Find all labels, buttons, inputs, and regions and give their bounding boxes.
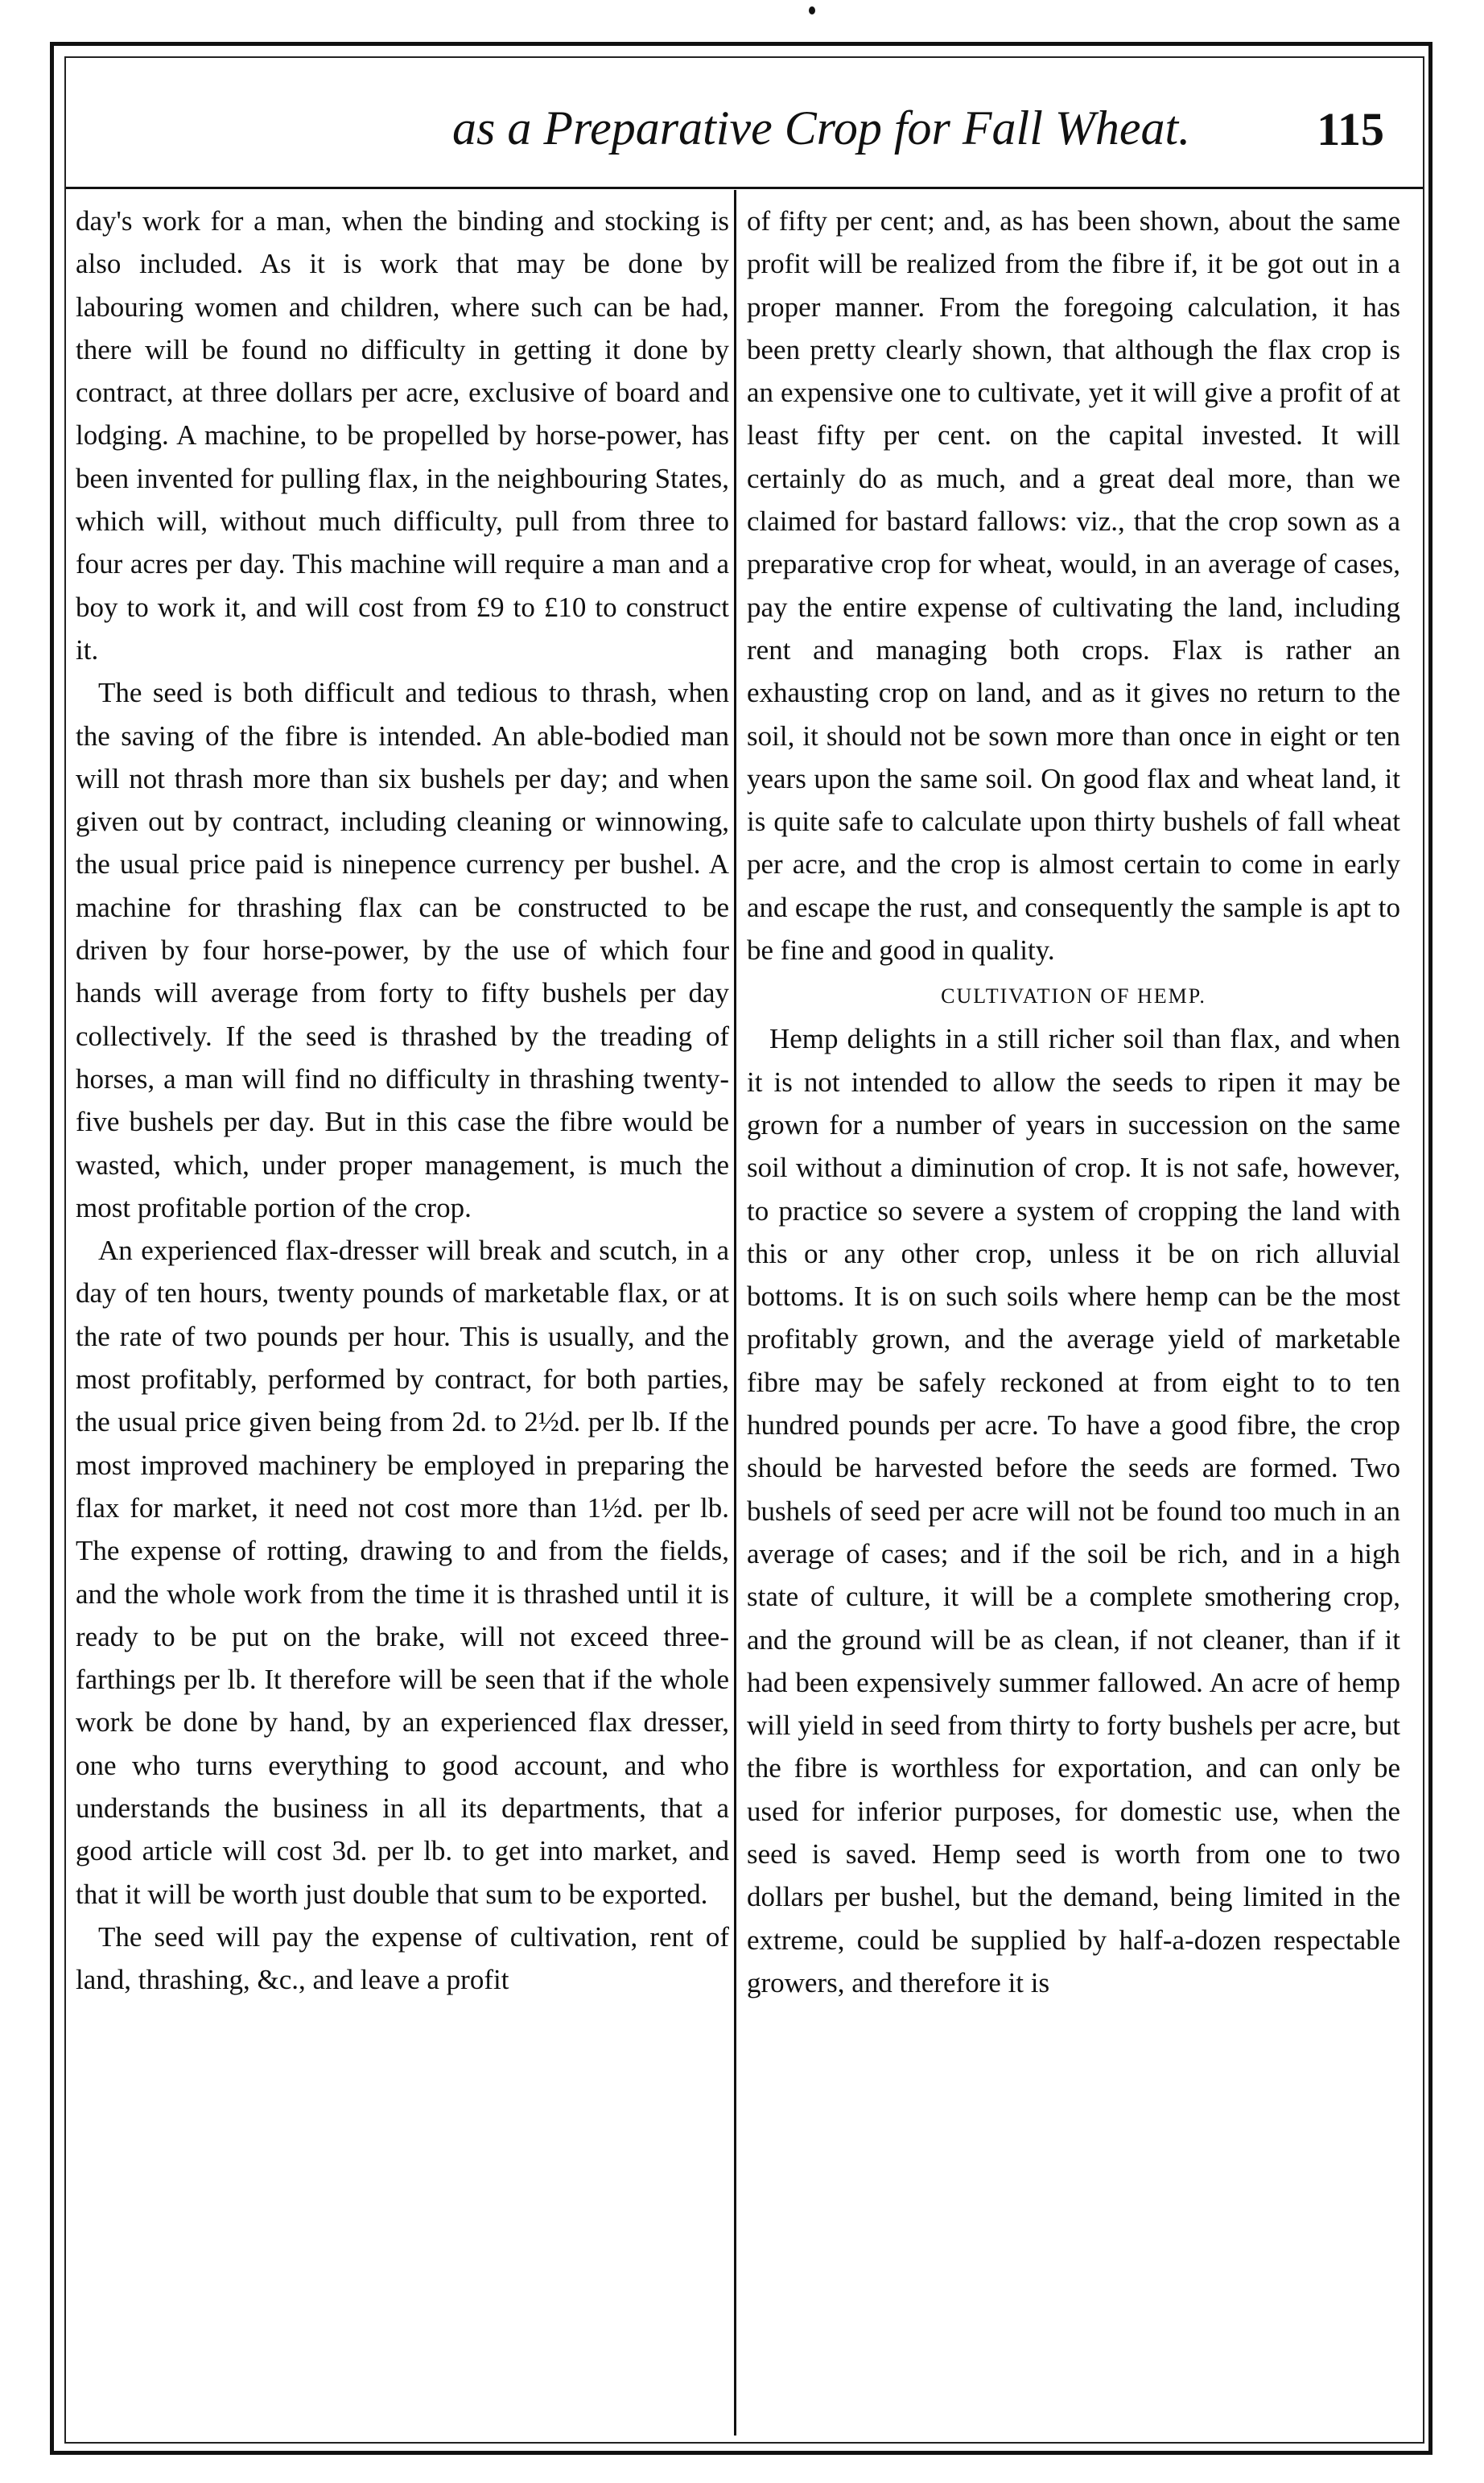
paragraph: The seed will pay the expense of cultivation, rent of land, thrashing, &c., and leave a profit <box>76 1920 729 1996</box>
top-ink-mark <box>809 6 815 14</box>
page-header <box>66 85 1423 181</box>
paragraph: Hemp delights in a still richer soil than flax, and when it is not intended to allow the seeds to ripen it may be grown for a number of years in succession on the same soil without a diminution of crop. It is not safe, however, to practice so severe a system of cropping the land with this or any other crop, unless it be on rich alluvial bottoms. It is on such soils where hemp can be the most profitably grown, and the average yield of marketable fibre may be safely reckoned at from eight to to ten hundred pounds per acre. To have a good fibre, the crop should be harvested before the seeds are formed. Two bushels of seed per acre will not be found too much in an average of cases; and if the soil be rich, and in a high state of culture, it will be a complete smothering crop, and the ground will be as clean, if not cleaner, than if it had been expensively summer fallowed. An acre of hemp will yield in seed from thirty to forty bushels per acre, but the fibre is worthless for exportation, and can only be used for inferior purposes, for domestic use, when the seed is saved. Hemp seed is worth from one to two dollars per bushel, but the demand, being limited in the extreme, could be supplied by half-a-dozen respectable growers, and therefore it is <box>747 1023 1400 1998</box>
running-title: as a Preparative Crop for Fall Wheat. <box>452 101 1191 155</box>
paragraph: of fifty per cent; and, as has been shown, about the same profit will be realized from the fibre if, it be got out in a proper manner. From the foregoing calculation, it has been pretty clearly shown, that although the flax crop is an expensive one to cultivate, yet it will give a profit of at least fifty per cent. on the capital invested. It will certainly do as much, and a great deal more, than we claimed for bastard fallows: viz., that the crop sown as a preparative crop for wheat, would, in an average of cases, pay the entire expense of cultivating the land, including rent and managing both crops. Flax is rather an exhausting crop on land, and as it gives no return to the soil, it should not be sown more than once in eight or ten years upon the same soil. On good flax and wheat land, it is quite safe to calculate upon thirty bushels of fall wheat per acre, and the crop is almost certain to come in early and escape the rust, and consequently the sample is apt to be fine and good in quality. <box>747 205 1400 967</box>
paragraph: day's work for a man, when the binding and stocking is also included. As it is work that may be done by labouring women and children, where such can be had, there will be found no difficulty in getting it done by contract, at three dollars per acre, exclusive of board and lodging. A machine, to be propelled by horse-power, has been invented for pulling flax, in the neighbouring States, which will, without much difficulty, pull from three to four acres per day. This machine will require a man and a boy to work it, and will cost from £9 to £10 to construct it. <box>76 205 729 666</box>
page-number: 115 <box>1317 103 1384 155</box>
paragraph: The seed is both difficult and tedious to thrash, when the saving of the fibre is intended. An able-bodied man will not thrash more than six bushels per day; and when given out by contract, including cleaning or winnowing, the usual price paid is ninepence currency per bushel. A machine for thrashing flax can be constructed to be driven by four horse-power, by the use of which four hands will average from forty to fifty bushels per day collectively. If the seed is thrashed by the treading of horses, a man will find no difficulty in thrashing twenty-five bushels per day. But in this case the fibre would be wasted, which, under proper management, is much the most profitable portion of the crop. <box>76 677 729 1223</box>
column-divider <box>734 190 736 2436</box>
right-column <box>747 200 1400 2429</box>
section-heading: CULTIVATION OF HEMP. <box>941 984 1206 1008</box>
paragraph: An experienced flax-dresser will break and scutch, in a day of ten hours, twenty pounds of marketable flax, or at the rate of two pounds per hour. This is usually, and the most profitably, performed by contract, for both parties, the usual price given being from 2d. to 2½d. per lb. If the most improved machinery be employed in preparing the flax for market, it need not cost more than 1½d. per lb. The expense of rotting, drawing to and from the fields, and the whole work from the time it is thrashed until it is ready to be put on the brake, will not exceed three-farthings per lb. It therefore will be seen that if the whole work be done by hand, by an experienced flax dresser, one who turns everything to good account, and who understands the business in all its departments, that a good article will cost 3d. per lb. to get into market, and that it will be worth just double that sum to be exported. <box>76 1235 729 1910</box>
header-rule <box>66 187 1423 189</box>
left-column <box>76 200 729 2429</box>
